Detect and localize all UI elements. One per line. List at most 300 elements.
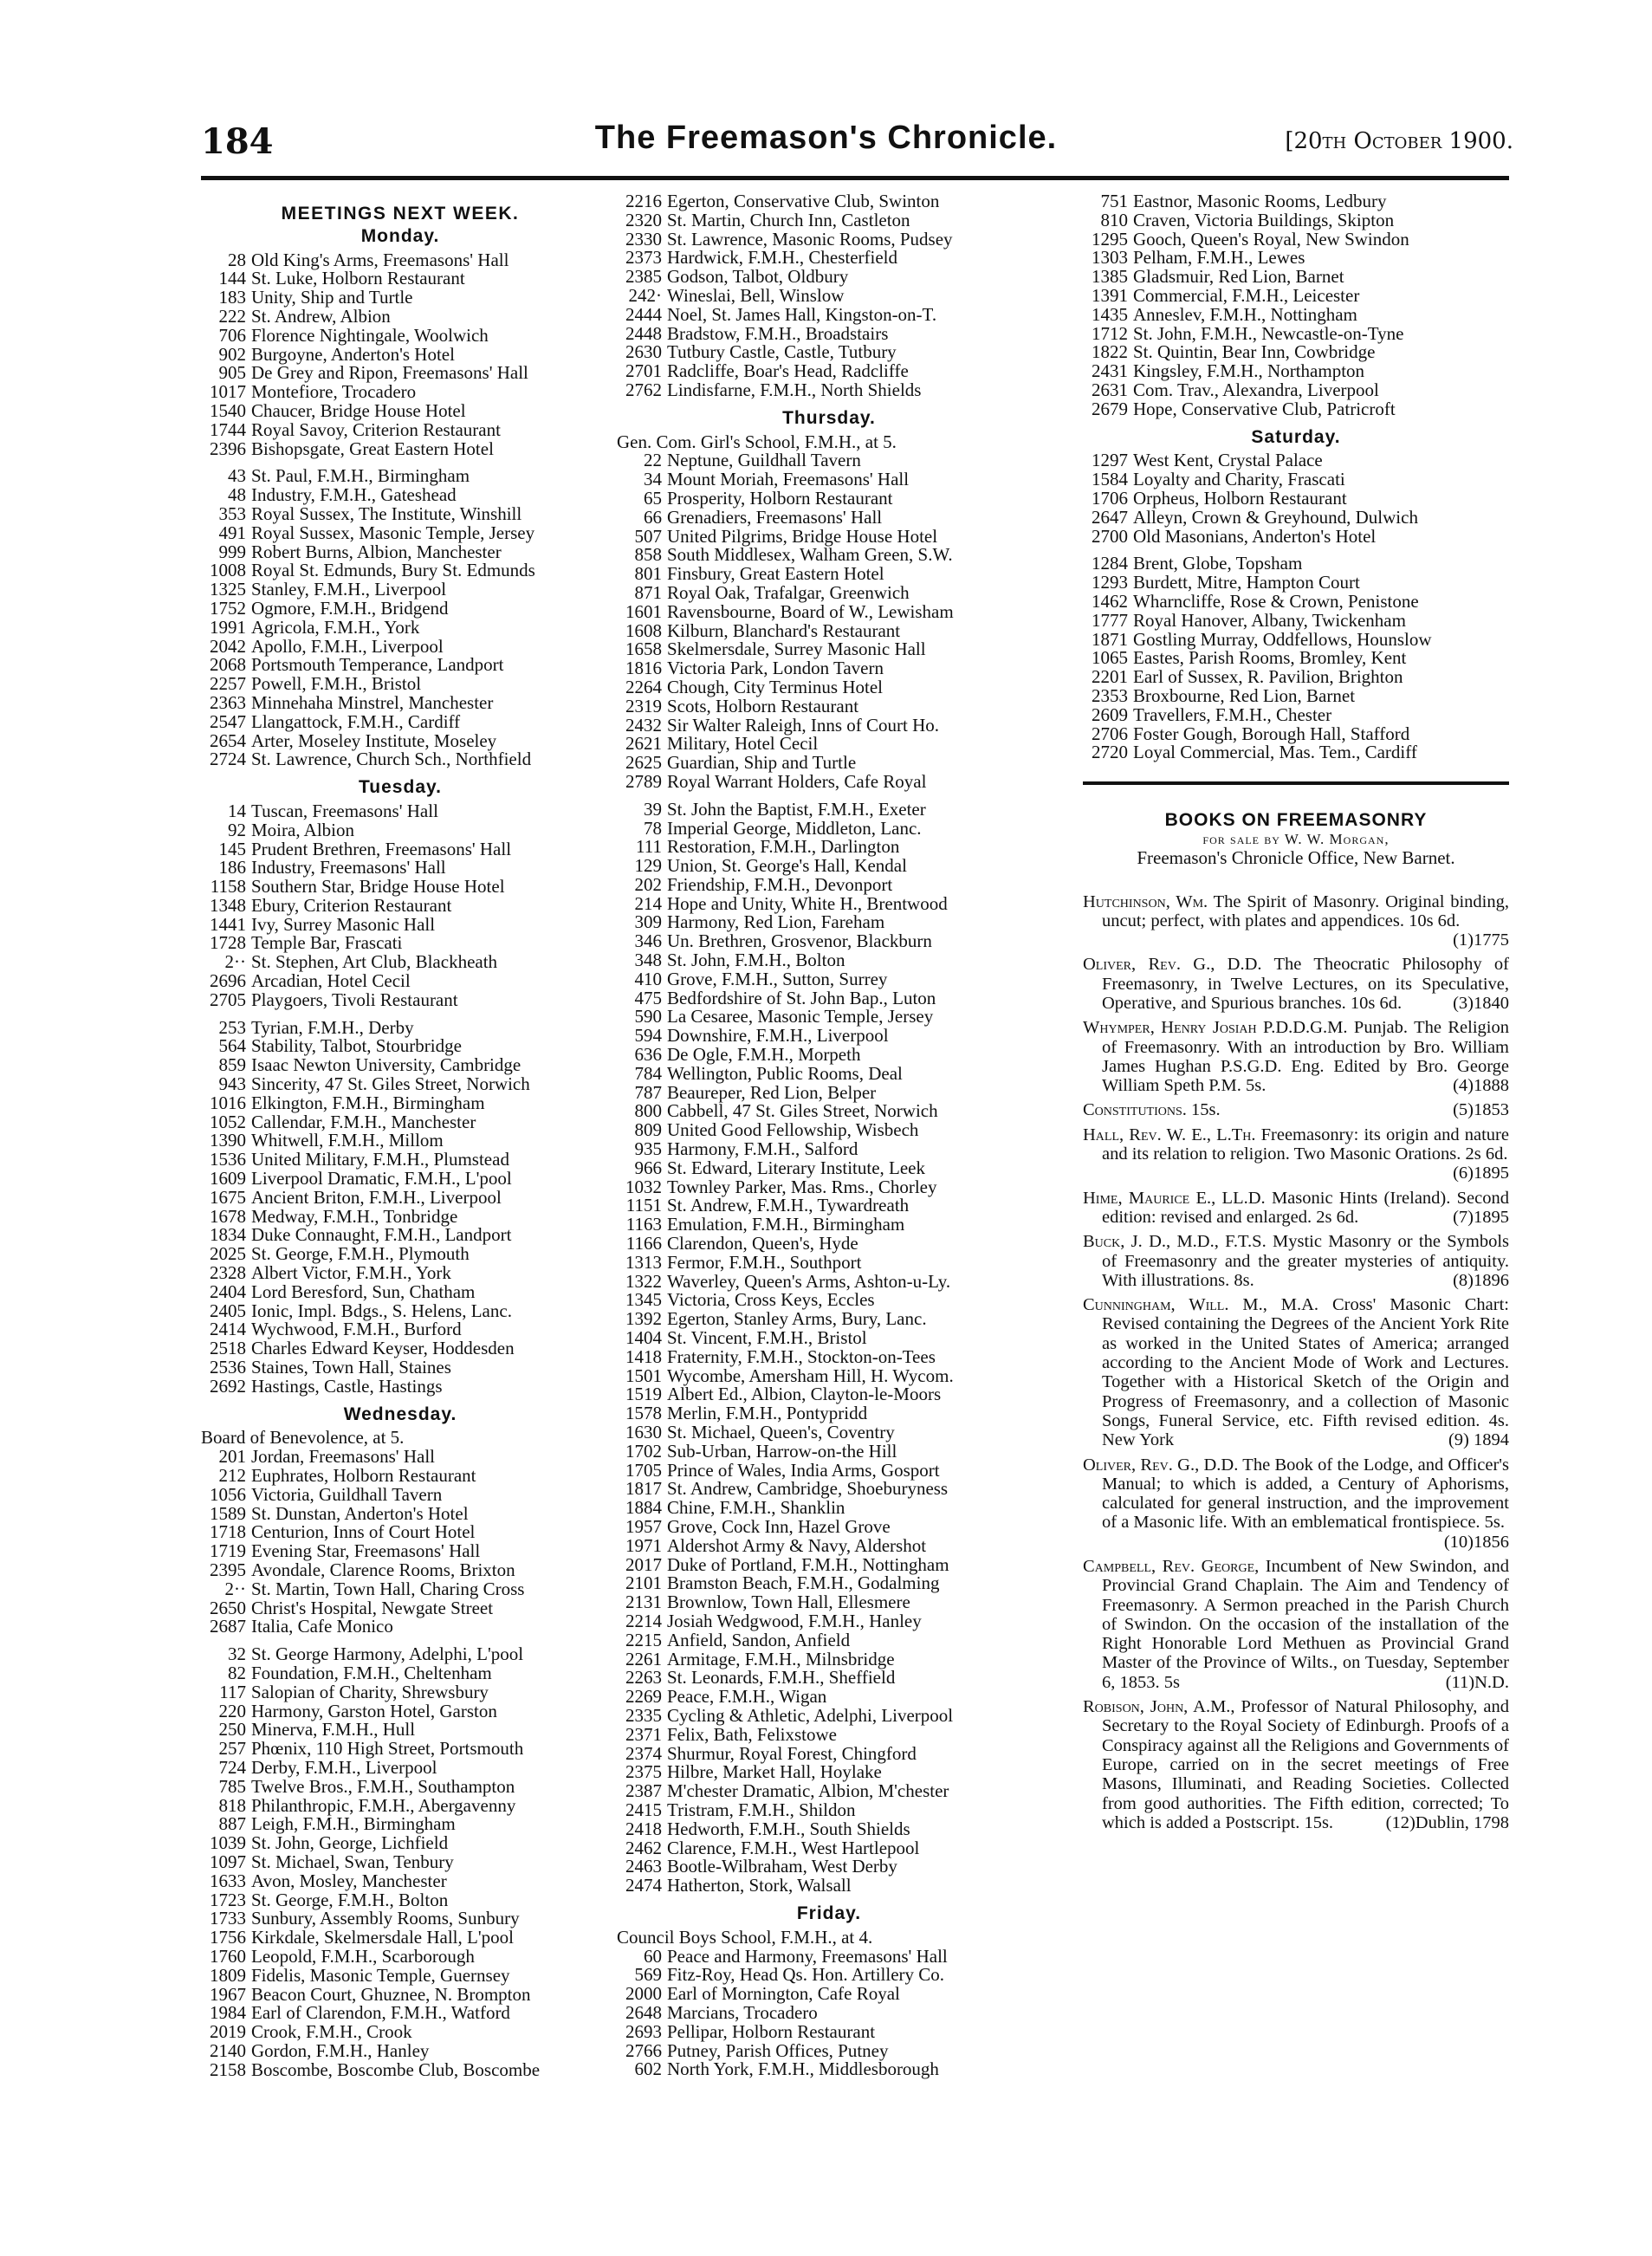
lodge-entry [201,1264,599,1283]
lodge-details: St. John, George, Lichfield [251,1832,449,1854]
book-description: 15s. [1191,1100,1221,1120]
lodge-details: Ravensbourne, Board of W., Lewisham [667,600,954,622]
lodge-number: 1435 [1092,303,1128,325]
lodge-entry [201,1502,599,1524]
book-entry [1083,1100,1509,1119]
lodge-number: 2706 [1092,723,1128,744]
lodge-details: Loyalty and Charity, Frascati [1133,469,1345,490]
lodge-details: Bradstow, F.M.H., Broadstairs [667,322,889,344]
lodge-entry [201,1375,599,1397]
lodge-entry [617,1385,1041,1404]
lodge-details: Harmony, F.M.H., Salford [667,1138,858,1160]
lodge-details: St. Michael, Swan, Tenbury [251,1851,454,1872]
lodge-entry [201,1645,599,1664]
lodge-entry [617,268,1041,287]
lodge-entry [1083,249,1509,268]
lodge-entry [617,1631,1041,1650]
lodge-details: Albert Ed., Albion, Clayton-le-Moors [667,1384,942,1405]
lodge-entry [617,1367,1041,1386]
lodge-entry [1083,574,1509,593]
lodge-entry [201,440,599,459]
lodge-entry [201,597,599,619]
lodge-number: 2396 [210,438,246,459]
lodge-entry [201,1721,599,1740]
lodge-number: 2415 [625,1799,662,1820]
lodge-entry [201,364,599,383]
lodge-details: Kirkdale, Skelmersdale Hall, L'pool [251,1927,514,1948]
lodge-entry [617,362,1041,381]
lodge-number: 1777 [1092,609,1128,631]
lodge-number: 201 [218,1446,246,1468]
lodge-number: 2789 [625,770,662,792]
lodge-number: 2263 [625,1667,662,1689]
lodge-entry [201,561,599,580]
lodge-entry [617,1499,1041,1518]
lodge-details: St. Paul, F.M.H., Birmingham [251,465,470,487]
lodge-entry [617,1782,1041,1801]
lodge-number: 871 [634,581,662,603]
lodge-number: 1390 [210,1130,246,1151]
lodge-number: 43 [228,465,246,487]
book-reference: (6)1895 [1453,1164,1509,1183]
lodge-entry [201,399,599,421]
lodge-entry [617,192,1041,211]
lodge-details: Duke Connaught, F.M.H., Landport [251,1224,512,1246]
lodge-entry [201,1302,599,1321]
lodge-details: Ogmore, F.M.H., Bridgend [251,597,449,619]
lodge-entry [617,1027,1041,1046]
lodge-details: Portsmouth Temperance, Landport [251,654,504,676]
lodge-details: Grove, Cock Inn, Hazel Grove [667,1515,891,1537]
lodge-entry [201,934,599,953]
column-3 [1083,192,1509,1838]
lodge-entry [617,1270,1041,1292]
lodge-details: Avon, Mosley, Manchester [251,1870,447,1891]
lodge-entry [617,1857,1041,1877]
lodge-entry [201,1205,599,1227]
lodge-number: 2687 [210,1616,246,1637]
lodge-details: Fidelis, Masonic Temple, Guernsey [251,1964,510,1986]
book-reference: (3)1840 [1453,993,1509,1013]
lodge-details: Peace and Harmony, Freemasons' Hall [667,1945,948,1967]
lodge-number: 2201 [1092,666,1128,688]
lodge-entry [617,1553,1041,1575]
lodge-number: 1385 [1092,266,1128,288]
lodge-entry [617,1423,1041,1442]
day-note: Council Boys School, F.M.H., at 4. [617,1926,873,1948]
lodge-number: 1392 [625,1308,662,1330]
lodge-number: 1462 [1092,590,1128,612]
book-description: Punjab. The Religion of Freemasonry. With an introduction by Bro. William James Hughan P.S.G.D. Eng. Edited by Bro. George William Speth P.M. 5s. [1102,1018,1509,1096]
lodge-number: 2625 [625,752,662,774]
lodge-entry [617,2039,1041,2061]
lodge-details: Victoria Park, London Tavern [667,658,884,679]
lodge-details: United Pilgrims, Bridge House Hotel [667,525,938,547]
lodge-details: Prudent Brethren, Freemasons' Hall [251,838,512,859]
book-author: Constitutions. [1083,1100,1187,1120]
book-author: Hall, Rev. W. E., L.Th. [1083,1125,1256,1144]
lodge-number: 569 [634,1964,662,1986]
lodge-entry [201,1037,599,1056]
lodge-group [1083,192,1509,419]
lodge-number: 1756 [210,1927,246,1948]
lodge-details: Bramston Beach, F.M.H., Godalming [667,1572,940,1594]
lodge-details: Royal Oak, Trafalgar, Greenwich [667,581,910,603]
lodge-details: Foundation, F.M.H., Cheltenham [251,1662,492,1683]
lodge-entry [201,1170,599,1189]
lodge-entry [201,1929,599,1948]
lodge-number: 92 [228,819,246,840]
lodge-number: 2621 [625,733,662,755]
books-office: Freemason's Chronicle Office, New Barnet. [1137,846,1455,868]
lodge-entry [201,635,599,657]
lodge-entry [201,305,599,327]
lodge-entry [1083,725,1509,744]
lodge-details: Bootle-Wilbraham, West Derby [667,1856,897,1877]
books-heading: BOOKS ON FREEMASONRY [1164,810,1428,831]
lodge-details: Sir Walter Raleigh, Inns of Court Ho. [667,714,940,736]
lodge-number: 28 [228,249,246,270]
lodge-entry [201,1599,599,1618]
lodge-details: St. George, F.M.H., Plymouth [251,1243,470,1265]
lodge-number: 943 [218,1073,246,1095]
lodge-number: 1678 [210,1205,246,1227]
lodge-entry [1083,451,1509,470]
lodge-entry [201,1983,599,2005]
lodge-details: Jordan, Freemasons' Hall [251,1446,435,1468]
lodge-entry [201,502,599,524]
lodge-number: 2158 [210,2058,246,2080]
lodge-number: 2·· [224,951,246,973]
lodge-number: 2320 [625,209,662,230]
lodge-number: 214 [634,892,662,914]
lodge-number: 1325 [210,579,246,600]
lodge-details: Broxbourne, Red Lion, Barnet [1133,684,1356,706]
lodge-details: Scots, Holborn Restaurant [667,695,859,716]
lodge-number: 1817 [625,1478,662,1500]
day-heading: Saturday. [1251,426,1341,447]
lodge-entry [201,2039,599,2061]
lodge-number: 1052 [210,1111,246,1132]
lodge-number: 2724 [210,749,246,770]
day-section [617,409,1041,1896]
lodge-details: Philanthropic, F.M.H., Abergavenny [251,1794,516,1816]
column-1 [201,204,599,2089]
lodge-number: 2395 [210,1559,246,1580]
lodge-number: 1441 [210,913,246,935]
day-heading: Monday. [360,225,440,246]
lodge-details: Leopold, F.M.H., Scarborough [251,1945,475,1967]
lodge-details: Royal Warrant Holders, Cafe Royal [667,770,927,792]
lodge-entry [201,972,599,991]
lodge-number: 902 [218,343,246,365]
lodge-details: St. George Harmony, Adelphi, L'pool [251,1643,524,1665]
lodge-details: Wychwood, F.M.H., Burford [251,1319,462,1340]
lodge-number: 801 [634,563,662,585]
lodge-entry [617,1877,1041,1896]
lodge-entry [617,230,1041,250]
lodge-entry [201,580,599,600]
lodge-details: Felix, Bath, Felixstowe [667,1723,837,1745]
lodge-number: 1719 [210,1540,246,1562]
lodge-entry [617,770,1041,792]
lodge-details: Townley Parker, Mas. Rms., Chorley [667,1176,937,1197]
lodge-details: Playgoers, Tivoli Restaurant [251,989,458,1010]
lodge-entry [617,303,1041,325]
lodge-entry [201,1775,599,1797]
book-author: Whymper, Henry Josiah P.D.D.G.M. [1083,1018,1348,1038]
lodge-number: 1723 [210,1889,246,1910]
lodge-details: Bedfordshire of St. John Bap., Luton [667,987,936,1008]
lodge-entry [1083,554,1509,574]
lodge-number: 858 [634,544,662,566]
lodge-entry [617,2001,1041,2023]
lodge-details: Staines, Town Hall, Staines [251,1357,451,1378]
book-description: Freemasonry: its origin and nature and its relation to religion. Two Masonic Orations. 2s 6d. [1102,1125,1509,1164]
lodge-details: Grenadiers, Freemasons' Hall [667,506,883,528]
lodge-details: Agricola, F.M.H., York [251,616,420,638]
lodge-entry [201,1016,599,1038]
lodge-details: Cabbell, 47 St. Giles Street, Norwich [667,1100,938,1122]
lodge-number: 2654 [210,729,246,751]
lodge-entry [617,970,1041,989]
lodge-entry [201,1664,599,1683]
lodge-details: Fermor, F.M.H., Southport [667,1251,862,1273]
lodge-details: St. Andrew, Cambridge, Shoeburyness [667,1478,949,1500]
lodge-details: Hastings, Castle, Hastings [251,1375,443,1397]
lodge-details: St. Lawrence, Church Sch., Northfield [251,749,532,770]
day-note: Gen. Com. Girl's School, F.M.H., at 5. [617,431,897,452]
lodge-number: 2131 [625,1592,662,1613]
lodge-details: De Grey and Ripon, Freemasons' Hall [251,362,528,384]
lodge-details: Tyrian, F.M.H., Derby [251,1016,414,1038]
lodge-details: La Cesaree, Masonic Temple, Jersey [667,1006,934,1028]
lodge-details: Arter, Moseley Institute, Moseley [251,729,497,751]
lodge-number: 309 [634,911,662,933]
lodge-entry [1083,649,1509,668]
lodge-number: 1702 [625,1440,662,1462]
lodge-details: Victoria, Cross Keys, Eccles [667,1289,875,1311]
lodge-details: Sincerity, 47 St. Giles Street, Norwich [251,1073,530,1095]
lodge-entry [201,729,599,751]
lodge-details: Boscombe, Boscombe Club, Boscombe [251,2058,541,2080]
lodge-entry [617,581,1041,603]
lodge-number: 2101 [625,1572,662,1594]
lodge-number: 353 [218,502,246,524]
lodge-details: Eastes, Parish Rooms, Bromley, Kent [1133,647,1407,669]
lodge-entry [201,1320,599,1339]
lodge-entry [617,1178,1041,1197]
column-2 [617,192,1041,2088]
lodge-entry [617,1593,1041,1612]
lodge-details: St. Andrew, Albion [251,305,391,327]
lodge-entry [617,451,1041,470]
book-entry [1083,1189,1509,1228]
day-section [617,1904,1041,2079]
lodge-entry [617,1945,1041,1967]
lodge-number: 2630 [625,341,662,363]
lodge-details: Burdett, Mitre, Hampton Court [1133,572,1360,593]
lodge-number: 1039 [210,1832,246,1854]
lodge-number: 1601 [625,600,662,622]
lodge-number: 2463 [625,1856,662,1877]
lodge-details: Egerton, Conservative Club, Swinton [667,191,940,211]
book-author: Oliver, Rev. G., D.D. [1083,1455,1239,1475]
lodge-entry [201,1794,599,1816]
lodge-number: 1991 [210,616,246,638]
lodge-details: Florence Nightingale, Woolwich [251,324,489,346]
lodge-details: Clarence, F.M.H., West Hartlepool [667,1837,920,1858]
lodge-entry [1083,684,1509,706]
lodge-entry [617,1159,1041,1178]
day-heading: Thursday. [782,407,876,428]
lodge-details: Royal Sussex, The Institute, Winshill [251,502,522,524]
lodge-number: 2000 [625,1983,662,2005]
lodge-details: Evening Star, Freemasons' Hall [251,1540,481,1562]
lodge-details: Merlin, F.M.H., Pontypridd [667,1403,868,1424]
lodge-details: St. Luke, Holborn Restaurant [251,268,465,289]
lodge-number: 2547 [210,710,246,732]
lodge-entry [201,251,599,270]
lodge-number: 2418 [625,1818,662,1839]
lodge-number: 1578 [625,1403,662,1424]
lodge-details: Charles Edward Keyser, Hoddesden [251,1338,515,1359]
lodge-number: 1418 [625,1345,662,1367]
lodge-number: 2693 [625,2020,662,2042]
lodge-details: Anfield, Sandon, Anfield [667,1629,851,1650]
lodge-entry [201,1580,599,1599]
lodge-details: Ionic, Impl. Bdgs., S. Helens, Lanc. [251,1300,512,1321]
lodge-number: 2269 [625,1686,662,1708]
lodge-entry [201,913,599,935]
lodge-number: 2679 [1092,398,1128,419]
lodge-details: Waverley, Queen's Arms, Ashton-u-Ly. [667,1270,951,1292]
lodge-details: Royal St. Edmunds, Bury St. Edmunds [251,560,535,581]
lodge-number: 1834 [210,1224,246,1246]
lodge-number: 602 [634,2058,662,2080]
lodge-entry [617,857,1041,876]
lodge-number: 78 [644,817,662,839]
lodge-number: 1609 [210,1168,246,1190]
lodge-details: Commercial, F.M.H., Leicester [1133,284,1360,306]
lodge-group [201,467,599,769]
lodge-entry [201,1245,599,1264]
lodge-number: 785 [218,1775,246,1797]
lodge-entry [201,1815,599,1834]
lodge-details: Hatherton, Stork, Walsall [667,1875,852,1896]
book-description: Incumbent of New Swindon, and Provincial Grand Chaplain. The Aim and Tendency of Freemasonry. A Sermon preached in the Parish Church of Swindon. On the occasion of the installation of the Right Honorable Lord Methuen as Provincial Grand Master of the Province of Wilts., on Tuesday, September 6, 1853. 5s [1102,1557,1509,1692]
lodge-entry [201,859,599,878]
lodge-entry [617,1345,1041,1367]
lodge-entry [1083,400,1509,419]
lodge-entry [201,1075,599,1094]
lodge-number: 1884 [625,1497,662,1519]
lodge-number: 2696 [210,970,246,992]
lodge-entry [201,486,599,505]
lodge-details: Hope, Conservative Club, Patricroft [1133,398,1396,419]
lodge-number: 999 [218,541,246,562]
lodge-entry [617,1404,1041,1423]
lodge-group [201,1645,599,2079]
lodge-details: Burgoyne, Anderton's Hotel [251,343,455,365]
book-entry [1083,955,1509,1013]
book-reference: (4)1888 [1453,1076,1509,1096]
lodge-number: 1322 [625,1270,662,1292]
masthead-title: The Freemason's Chronicle. [594,120,1058,156]
lodge-details: Com. Trav., Alexandra, Liverpool [1133,379,1379,400]
lodge-entry [617,1669,1041,1688]
lodge-entry [617,1046,1041,1065]
lodge-details: Shurmur, Royal Forest, Chingford [667,1742,917,1764]
lodge-details: Harmony, Garston Hotel, Garston [251,1700,497,1721]
lodge-group [617,192,1041,400]
lodge-entry [617,1196,1041,1216]
lodge-entry [201,467,599,486]
lodge-number: 1584 [1092,469,1128,490]
lodge-entry [201,878,599,897]
book-entry [1083,1018,1509,1095]
lodge-details: St. Leonards, F.M.H., Sheffield [667,1667,896,1689]
page-number: 184 [201,121,274,162]
lodge-number: 2328 [210,1262,246,1284]
lodge-details: Temple Bar, Frascati [251,932,403,954]
lodge-number: 2432 [625,714,662,736]
lodge-details: Montefiore, Trocadero [251,381,417,403]
lodge-entry [617,1742,1041,1764]
lodge-details: St. Michael, Queen's, Coventry [667,1422,895,1442]
lodge-number: 1303 [1092,247,1128,269]
lodge-entry [617,1251,1041,1273]
lodge-group [201,1448,599,1637]
lodge-number: 14 [228,800,246,821]
lodge-group [201,251,599,459]
lodge-details: Twelve Bros., F.M.H., Southampton [251,1775,515,1797]
issue-date: [20th October 1900. [1285,128,1513,154]
lodge-number: 706 [218,324,246,346]
lodge-details: Royal Hanover, Albany, Twickenham [1133,609,1406,631]
lodge-details: Clarendon, Queen's, Hyde [667,1233,858,1254]
lodge-details: St. John, F.M.H., Newcastle-on-Tyne [1133,322,1404,344]
lodge-entry [201,1945,599,1967]
lodge-entry [201,1358,599,1378]
lodge-entry [201,691,599,713]
lodge-details: Sunbury, Assembly Rooms, Sunbury [251,1908,520,1929]
lodge-number: 222 [218,305,246,327]
section-rule [1083,781,1509,785]
lodge-number: 724 [218,1756,246,1778]
lodge-entry [617,2020,1041,2042]
books-list [1083,892,1509,1833]
lodge-number: 2335 [625,1704,662,1726]
book-author: Hutchinson, Wm. [1083,891,1208,911]
lodge-details: Prosperity, Holborn Restaurant [667,487,893,509]
lodge-number: 1760 [210,1945,246,1967]
lodge-entry [617,470,1041,489]
lodge-details: Emulation, F.M.H., Birmingham [667,1214,905,1235]
lodge-number: 2042 [210,635,246,657]
lodge-details: Alleyn, Crown & Greyhound, Dulwich [1133,506,1418,528]
lodge-number: 2319 [625,695,662,716]
lodge-details: United Military, F.M.H., Plumstead [251,1149,509,1170]
books-seller: for sale by W. W. Morgan, [1202,830,1390,847]
book-reference: (10)1856 [1443,1532,1509,1552]
lodge-details: Radcliffe, Boar's Head, Radcliffe [667,360,909,382]
lodge-details: Ancient Briton, F.M.H., Liverpool [251,1186,502,1208]
lodge-entry [617,838,1041,857]
lodge-details: South Middlesex, Walham Green, S.W. [667,544,953,566]
lodge-details: Un. Brethren, Grosvenor, Blackburn [667,930,932,952]
lodge-details: Tristram, F.M.H., Shildon [667,1799,856,1820]
